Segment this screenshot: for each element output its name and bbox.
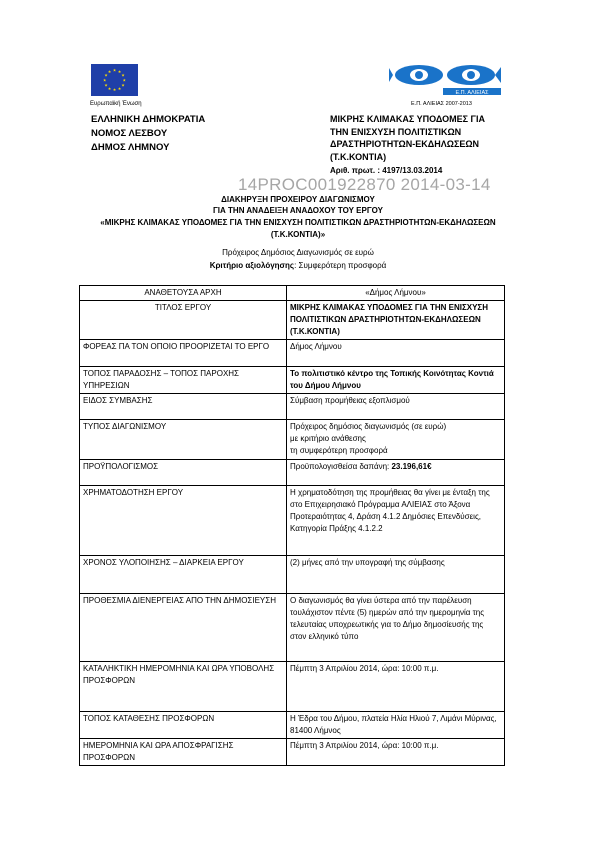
table-row (80, 286, 505, 301)
table-row (80, 420, 505, 460)
row-value: Ο διαγωνισμός θα γίνει ύστερα από την παρέλευση τουλάχιστον πέντε (5) ημερών από την ημερομηνία της τελευταίας υποχρεωτικής για το Δήμο δημοσίευσής της στον ελληνικό τύπο (287, 594, 505, 662)
tender-type-line: Πρόχειρος δημόσιος διαγωνισμός (σε ευρώ) (290, 422, 447, 431)
eu-caption: Ευρωπαϊκή Ένωση (90, 101, 142, 107)
row-value: (2) μήνες από την υπογραφή της σύμβασης (287, 556, 505, 594)
criterion-value: : Συμφερότερη προσφορά (294, 261, 387, 270)
table-row (80, 394, 505, 420)
logo-caption: Ε.Π. ΑΛΙΕΙΑΣ 2007-2013 (411, 101, 472, 107)
svg-text:★: ★ (104, 72, 108, 78)
project-header-line: (Τ.Κ.ΚΟΝΤΙΑ) (330, 151, 387, 162)
row-value: «Δήμος Λήμνου» (287, 286, 505, 301)
row-value: Η χρηματοδότηση της προμήθειας θα γίνει με ένταξη της στο Επιχειρησιακό Πρόγραμμα ΑΛΙΕΙΑΣ στο Άξονα Προτεραιότητας 4, Δράση 4.1.2 Δημόσιες Επενδύσεις, Κατηγορία Πράξης 4.1.2.2 (287, 486, 505, 556)
row-value (287, 420, 505, 460)
row-value: Η Έδρα του Δήμου, πλατεία Ηλία Ηλιού 7, Λιμάνι Μύρινας, 81400 Λήμνος (287, 712, 505, 739)
svg-text:★: ★ (117, 68, 122, 74)
svg-text:★: ★ (121, 72, 125, 78)
table-row (80, 460, 505, 486)
row-label: ΤΟΠΟΣ ΠΑΡΑΔΟΣΗΣ – ΤΟΠΟΣ ΠΑΡΟΧΗΣ ΥΠΗΡΕΣΙΩΝ (80, 367, 287, 394)
eu-flag-logo (91, 64, 138, 96)
registry-stamp: 14PROC001922870 2014-03-14 (238, 175, 491, 194)
row-label: ΦΟΡΕΑΣ ΠΑ ΤΟΝ ΟΠΟΙΟ ΠΡΟΟΡΙΖΕΤΑΙ ΤΟ ΕΡΓΟ (80, 340, 287, 367)
svg-text:★: ★ (112, 87, 117, 93)
row-label: ΠΡΟΘΕΣΜΙΑ ΔΙΕΝΕΡΓΕΙΑΣ ΑΠΟ ΤΗΝ ΔΗΜΟΣΙΕΥΣΗ (80, 594, 287, 662)
table-row (80, 739, 505, 766)
budget-amount: 23.196,61€ (391, 462, 432, 471)
issuer-block (91, 113, 205, 155)
protocol-number: Αριθ. πρωτ. : 4197/13.03.2014 (330, 166, 443, 175)
table-row (80, 662, 505, 712)
logo-text: Ε.Π. ΑΛΙΕΙΑΣ (455, 90, 489, 95)
project-header (330, 113, 530, 163)
table-row (80, 594, 505, 662)
ep-alieias-logo (389, 62, 506, 95)
row-label: ΚΑΤΑΛΗΚΤΙΚΗ ΗΜΕΡΟΜΗΝΙΑ ΚΑΙ ΩΡΑ ΥΠΟΒΟΛΗΣ ΠΡΟΣΦΟΡΩΝ (80, 662, 287, 712)
row-label: ΤΥΠΟΣ ΔΙΑΓΩΝΙΣΜΟΥ (80, 420, 287, 460)
issuer-line-municipality: ΔΗΜΟΣ ΛΗΜΝΟΥ (91, 142, 170, 153)
svg-text:★: ★ (117, 85, 122, 91)
row-value: Σύμβαση προμήθειας εξοπλισμού (287, 394, 505, 420)
table-row (80, 367, 505, 394)
issuer-line-prefecture: ΝΟΜΟΣ ΛΕΣΒΟΥ (91, 128, 168, 139)
row-value: Πέμπτη 3 Απριλίου 2014, ώρα: 10:00 π.μ. (287, 662, 505, 712)
svg-text:★: ★ (107, 68, 112, 74)
svg-text:★: ★ (107, 85, 112, 91)
table-row (80, 340, 505, 367)
row-label: ΠΡΟΫΠΟΛΟΓΙΣΜΟΣ (80, 460, 287, 486)
row-label: ΤΙΤΛΟΣ ΕΡΓΟΥ (80, 301, 287, 340)
row-label: ΗΜΕΡΟΜΗΝΙΑ ΚΑΙ ΩΡΑ ΑΠΟΣΦΡΑΓΙΣΗΣ ΠΡΟΣΦΟΡΩΝ (80, 739, 287, 766)
notice-title: ΔΙΑΚΗΡΥΞΗ ΠΡΟΧΕΙΡΟΥ ΔΙΑΓΩΝΙΣΜΟΥ (221, 195, 375, 204)
row-label: ΑΝΑΘΕΤΟΥΣΑ ΑΡΧΗ (80, 286, 287, 301)
tender-type: Πρόχειρος Δημόσιος Διαγωνισμός σε ευρώ (222, 248, 374, 257)
row-value: Το πολιτιστικό κέντρο της Τοπικής Κοινότητας Κοντιά του Δήμου Λήμνου (287, 367, 505, 394)
project-header-line: ΔΡΑΣΤΗΡΙΟΤΗΤΩΝ-ΕΚΔΗΛΩΣΕΩΝ (330, 139, 480, 149)
row-label: ΧΡΗΜΑΤΟΔΟΤΗΣΗ ΕΡΓΟΥ (80, 486, 287, 556)
budget-prefix: Προϋπολογισθείσα δαπάνη: (290, 462, 392, 471)
row-value: Δήμος Λήμνου (287, 340, 505, 367)
tender-details-table (79, 285, 505, 766)
svg-text:★: ★ (102, 77, 107, 83)
eu-stars-icon (91, 64, 138, 96)
notice-project-title: «ΜΙΚΡΗΣ ΚΛΙΜΑΚΑΣ ΥΠΟΔΟΜΕΣ ΓΙΑ ΤΗΝ ΕΝΙΣΧΥΣΗ ΠΟΛΙΤΙΣΤΙΚΩΝ ΔΡΑΣΤΗΡΙΟΤΗΤΩΝ-ΕΚΔΗΛΩΣΕΩΝ (Τ.Κ.ΚΟΝΤΙΑ)» (100, 218, 496, 239)
row-value: Πέμπτη 3 Απριλίου 2014, ώρα: 10:00 π.μ. (287, 739, 505, 766)
table-row (80, 486, 505, 556)
evaluation-criterion (88, 261, 508, 270)
issuer-line-republic: ΕΛΛΗΝΙΚΗ ΔΗΜΟΚΡΑΤΙΑ (91, 114, 206, 125)
project-header-line: ΜΙΚΡΗΣ ΚΛΙΜΑΚΑΣ ΥΠΟΔΟΜΕΣ ΓΙΑ (330, 114, 485, 124)
notice-subtitle: ΓΙΑ ΤΗΝ ΑΝΑΔΕΙΞΗ ΑΝΑΔΟΧΟΥ ΤΟΥ ΕΡΓΟΥ (213, 206, 383, 215)
row-label: ΕΙΔΟΣ ΣΥΜΒΑΣΗΣ (80, 394, 287, 420)
row-label: ΧΡΟΝΟΣ ΥΛΟΠΟΙΗΣΗΣ – ΔΙΑΡΚΕΙΑ ΕΡΓΟΥ (80, 556, 287, 594)
row-value (287, 460, 505, 486)
svg-text:★: ★ (112, 67, 117, 73)
row-value: ΜΙΚΡΗΣ ΚΛΙΜΑΚΑΣ ΥΠΟΔΟΜΕΣ ΓΙΑ ΤΗΝ ΕΝΙΣΧΥΣΗ ΠΟΛΙΤΙΣΤΙΚΩΝ ΔΡΑΣΤΗΡΙΟΤΗΤΩΝ-ΕΚΔΗΛΩΣΕΩΝ (Τ.Κ.ΚΟΝΤΙΑ) (287, 301, 505, 340)
svg-text:★: ★ (121, 82, 125, 88)
table-row (80, 712, 505, 739)
table-row (80, 301, 505, 340)
project-header-line: ΤΗΝ ΕΝΙΣΧΥΣΗ ΠΟΛΙΤΙΣΤΙΚΩΝ (330, 126, 462, 137)
tender-type-line: τη συμφερότερη προσφορά (290, 446, 388, 455)
table-row (80, 556, 505, 594)
tender-type-line: με κριτήριο ανάθεσης (290, 434, 366, 443)
criterion-label: Κριτήριο αξιολόγησης (209, 261, 295, 270)
svg-text:★: ★ (104, 82, 108, 88)
row-label: ΤΟΠΟΣ ΚΑΤΑΘΕΣΗΣ ΠΡΟΣΦΟΡΩΝ (80, 712, 287, 739)
svg-text:★: ★ (122, 77, 127, 83)
